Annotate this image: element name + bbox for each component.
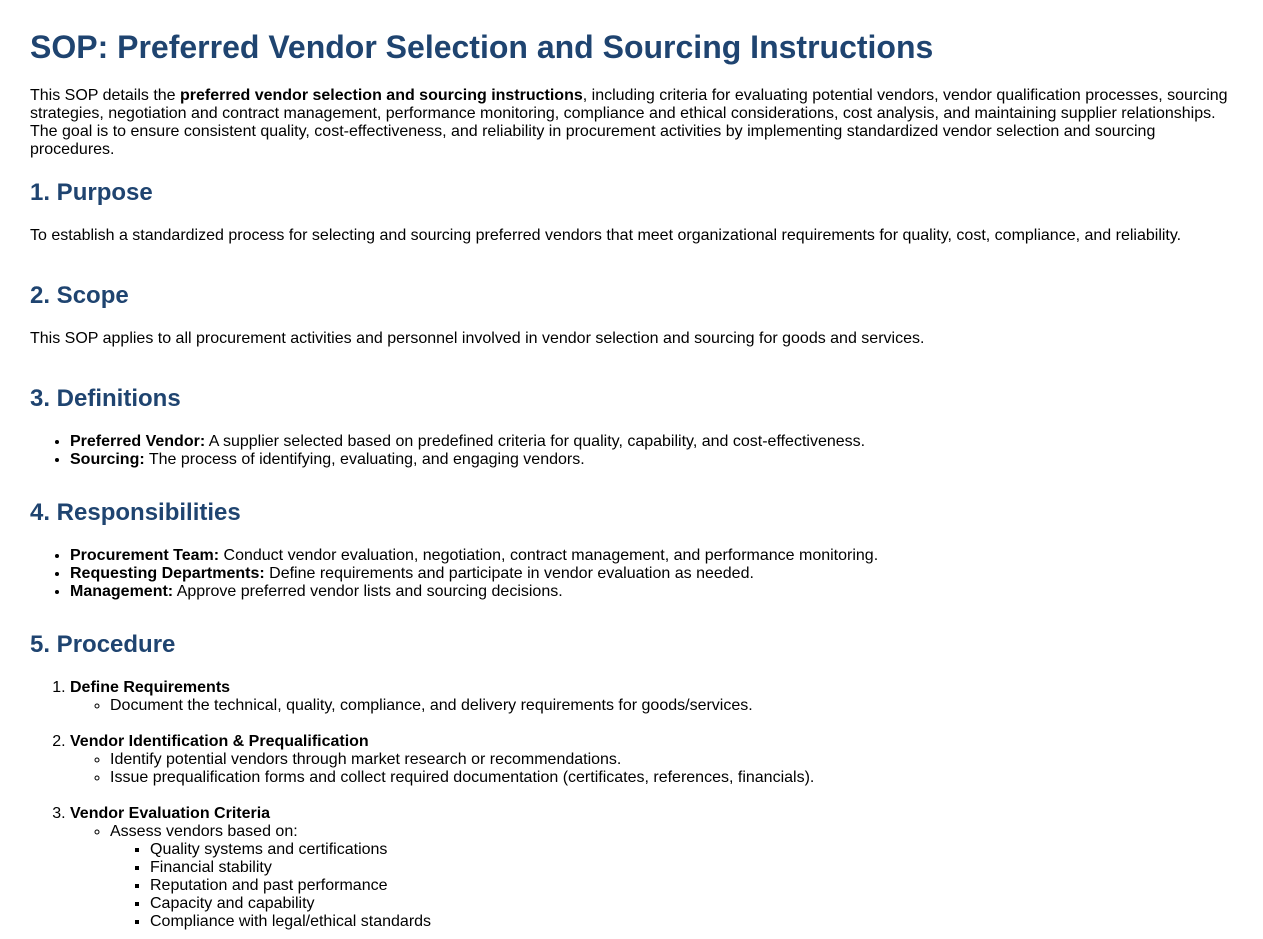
list-item: ◦ Issue prequalification forms and collect required documentation (certificates, references, financials).: [110, 769, 1233, 787]
definition-term: Sourcing:: [70, 451, 145, 468]
responsibility-role: Procurement Team:: [70, 547, 220, 564]
step-title: Vendor Identification & Prequalification: [70, 733, 369, 750]
list-item: ▪ Reputation and past performance: [150, 877, 1233, 895]
list-item: ▪ Compliance with legal/ethical standards: [150, 913, 1233, 931]
responsibilities-heading: 4. Responsibilities: [30, 499, 241, 526]
definition-desc: A supplier selected based on predefined criteria for quality, capability, and cost-effectiveness.: [205, 433, 866, 450]
list-item: [70, 565, 1233, 583]
criteria-list: [110, 841, 1233, 931]
list-item: ◦ Document the technical, quality, compliance, and delivery requirements for goods/services.: [110, 697, 1233, 715]
definition-desc: The process of identifying, evaluating, and engaging vendors.: [144, 451, 585, 468]
responsibility-desc: Conduct vendor evaluation, negotiation, contract management, and performance monitoring.: [219, 547, 879, 564]
procedure-step: [70, 805, 1233, 931]
procedure-list: [30, 679, 1233, 931]
step-title: Vendor Evaluation Criteria: [70, 805, 271, 822]
list-item: ▪ Quality systems and certifications: [150, 841, 1233, 859]
responsibility-role: Management:: [70, 583, 174, 600]
responsibility-desc: Define requirements and participate in vendor evaluation as needed.: [264, 565, 754, 582]
definition-term: Preferred Vendor:: [70, 433, 206, 450]
page-title: SOP: Preferred Vendor Selection and Sourcing Instructions: [30, 29, 934, 65]
definitions-heading: 3. Definitions: [30, 385, 181, 412]
step-title: Define Requirements: [70, 679, 231, 696]
step-sublist: [70, 697, 1233, 715]
definitions-list: [30, 433, 1233, 469]
list-item: ▪ Financial stability: [150, 859, 1233, 877]
intro-text-after: , including criteria for evaluating potential vendors, vendor qualification processes, sourcing strategies, negotiation and contract management, performance monitoring, compliance and ethical considerations, cost analysis, and maintaining supplier relationships. The goal is to ensure consistent quality, cost-effectiveness, and reliability in procurement activities by implementing standardized vendor selection and sourcing procedures.: [30, 87, 1228, 158]
list-item: [110, 823, 1233, 931]
step-sublist: [70, 823, 1233, 931]
intro-paragraph: [30, 87, 1233, 159]
procedure-heading: 5. Procedure: [30, 631, 176, 658]
document-page: [0, 29, 1263, 931]
purpose-text: To establish a standardized process for selecting and sourcing preferred vendors that meet organizational requirements for quality, cost, compliance, and reliability.: [30, 227, 1182, 244]
list-item: ◦ Identify potential vendors through market research or recommendations.: [110, 751, 1233, 769]
list-item: ▪ Capacity and capability: [150, 895, 1233, 913]
criteria-intro: Assess vendors based on:: [110, 823, 298, 840]
procedure-step: [70, 733, 1233, 787]
list-item: [70, 583, 1233, 601]
scope-text: This SOP applies to all procurement activities and personnel involved in vendor selection and sourcing for goods and services.: [30, 330, 925, 347]
list-item: [70, 433, 1233, 451]
responsibilities-list: [30, 547, 1233, 601]
procedure-step: [70, 679, 1233, 715]
intro-text-before: This SOP details the: [30, 87, 180, 104]
step-sublist: [70, 751, 1233, 787]
responsibility-role: Requesting Departments:: [70, 565, 265, 582]
purpose-heading: 1. Purpose: [30, 179, 153, 206]
responsibility-desc: Approve preferred vendor lists and sourcing decisions.: [173, 583, 563, 600]
scope-heading: 2. Scope: [30, 282, 129, 309]
list-item: [70, 451, 1233, 469]
list-item: [70, 547, 1233, 565]
intro-text-bold: preferred vendor selection and sourcing instructions: [180, 87, 583, 104]
